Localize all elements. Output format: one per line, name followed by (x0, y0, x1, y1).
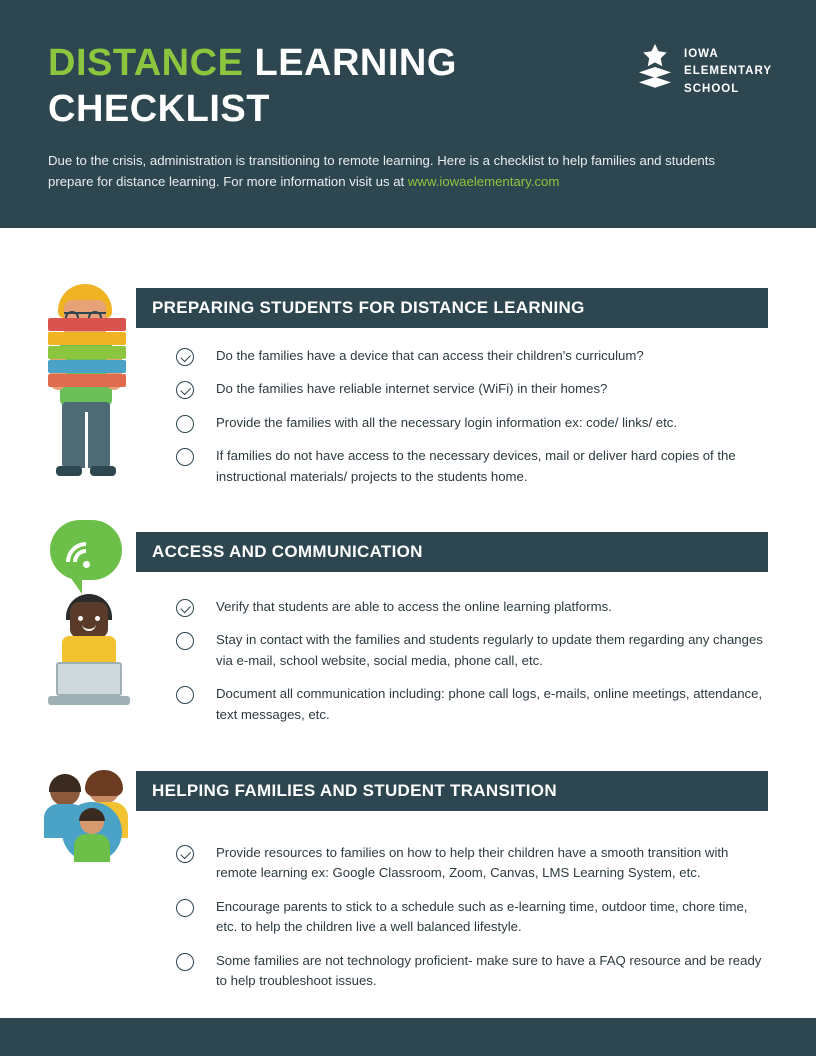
checkbox-checked-icon[interactable] (176, 845, 194, 863)
checklist-item-text: Provide the families with all the necessary login information ex: code/ links/ etc. (216, 414, 678, 430)
checklist-item-text: Some families are not technology proficient- make sure to have a FAQ resource and be ready to help troubleshoot issues. (216, 952, 762, 989)
section-2-items (176, 597, 768, 738)
page-title-accent: DISTANCE (48, 42, 244, 84)
checklist-item[interactable] (176, 897, 768, 938)
website-link[interactable]: www.iowaelementary.com (407, 174, 560, 190)
page-title (48, 40, 608, 133)
school-star-book-icon (638, 44, 672, 90)
checkbox-empty-icon[interactable] (176, 686, 194, 704)
logo-line-2: ELEMENTARY (684, 65, 772, 78)
subtitle-text: Due to the crisis, administration is transitioning to remote learning. Here is a checklist to help families and students prepare for distance learning. For more information visit us at (48, 153, 716, 190)
checklist-item-text: Do the families have reliable internet service (WiFi) in their homes? (216, 381, 608, 397)
school-logo (638, 44, 772, 98)
family-illustration (44, 772, 144, 862)
section-2-title: ACCESS AND COMMUNICATION (136, 532, 768, 572)
checkbox-empty-icon[interactable] (176, 448, 194, 466)
section-1-items (176, 346, 768, 500)
checklist-item-text: Stay in contact with the families and students regularly to update them regarding any changes via e-mail, school website, social media, phone call, etc. (216, 632, 763, 668)
checkbox-checked-icon[interactable] (176, 348, 194, 366)
checklist-item[interactable] (176, 684, 768, 725)
checklist-item-text: Provide resources to families on how to help their children have a smooth transition with remote learning ex: Google Classroom, Zoom, Canvas, LMS Learning System, etc. (216, 845, 729, 881)
checklist-item-text: Document all communication including: phone call logs, e-mails, online meetings, attendance, text messages, etc. (216, 686, 763, 722)
checklist-item[interactable] (176, 951, 768, 992)
checklist-item-text: If families do not have access to the necessary devices, mail or deliver hard copies of the instructional materials/ projects to the students home. (216, 448, 736, 484)
page-header (0, 0, 816, 228)
page-subtitle (48, 150, 740, 193)
checkbox-empty-icon[interactable] (176, 953, 194, 971)
checkbox-empty-icon[interactable] (176, 632, 194, 650)
checklist-item[interactable] (176, 379, 768, 399)
section-3-items (176, 843, 768, 1005)
checklist-item-text: Do the families have a device that can access their children's curriculum? (216, 348, 644, 363)
student-holding-books-illustration (44, 284, 136, 484)
checklist-item[interactable] (176, 597, 768, 617)
checklist-item[interactable] (176, 413, 768, 433)
checkbox-checked-icon[interactable] (176, 381, 194, 399)
school-logo-text (684, 44, 772, 98)
checklist-item[interactable] (176, 843, 768, 884)
checklist-item-text: Encourage parents to stick to a schedule such as e-learning time, outdoor time, chore time, etc. to help the children live a well balanced lifestyle. (216, 898, 748, 935)
page-footer-bar (0, 1018, 816, 1056)
checklist-item[interactable] (176, 346, 768, 366)
page-title-rest: LEARNING CHECKLIST (48, 42, 457, 131)
section-1-title: PREPARING STUDENTS FOR DISTANCE LEARNING (136, 288, 768, 328)
logo-line-3: SCHOOL (684, 82, 740, 95)
checklist-item[interactable] (176, 446, 768, 487)
checklist-item-text: Verify that students are able to access the online learning platforms. (216, 599, 612, 614)
section-3-title: HELPING FAMILIES AND STUDENT TRANSITION (136, 771, 768, 811)
checkbox-empty-icon[interactable] (176, 899, 194, 917)
checkbox-empty-icon[interactable] (176, 415, 194, 433)
checkbox-checked-icon[interactable] (176, 599, 194, 617)
checklist-item[interactable] (176, 630, 768, 671)
logo-line-1: IOWA (684, 48, 719, 60)
student-with-laptop-wifi-illustration (44, 520, 136, 720)
